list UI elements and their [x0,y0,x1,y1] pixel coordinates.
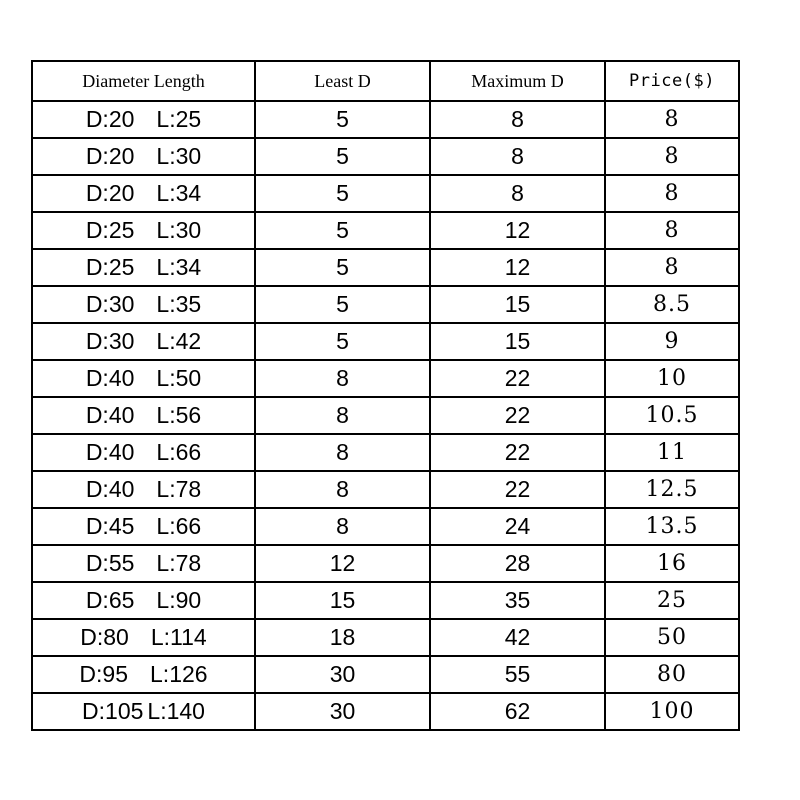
length-value: L:50 [156,365,202,391]
cell-diameter-length [32,175,255,212]
cell-diameter-length [32,656,255,693]
length-value: L:78 [156,550,202,576]
table-row [32,397,739,434]
length-value: L:30 [156,217,202,243]
diameter-value: D:45 [85,513,135,539]
length-value: L:56 [156,402,202,428]
cell-price: 8.5 [605,286,739,323]
diameter-value: D:95 [79,661,129,687]
cell-least-d: 8 [255,508,430,545]
header-price: Price($) [605,61,739,101]
cell-diameter-length [32,323,255,360]
diameter-value: D:25 [85,254,135,280]
cell-diameter-length [32,471,255,508]
cell-maximum-d: 55 [430,656,605,693]
cell-price: 8 [605,138,739,175]
cell-price: 12.5 [605,471,739,508]
length-value: L:126 [150,661,208,687]
cell-maximum-d: 22 [430,360,605,397]
length-value: L:90 [156,587,202,613]
cell-diameter-length [32,138,255,175]
diameter-value: D:105 [82,698,144,724]
cell-price: 10.5 [605,397,739,434]
header-least-d: Least D [255,61,430,101]
cell-price: 9 [605,323,739,360]
diameter-value: D:40 [85,402,135,428]
cell-maximum-d: 15 [430,286,605,323]
table-row [32,286,739,323]
table-row [32,323,739,360]
table-row [32,508,739,545]
diameter-value: D:80 [80,624,129,650]
cell-maximum-d: 62 [430,693,605,730]
table-row [32,582,739,619]
cell-maximum-d: 22 [430,471,605,508]
cell-diameter-length [32,397,255,434]
diameter-value: D:20 [85,106,135,132]
cell-maximum-d: 8 [430,101,605,138]
diameter-value: D:25 [85,217,135,243]
cell-diameter-length [32,619,255,656]
cell-price: 13.5 [605,508,739,545]
table-row [32,175,739,212]
diameter-value: D:20 [85,180,135,206]
cell-diameter-length [32,360,255,397]
length-value: L:42 [156,328,202,354]
diameter-value: D:65 [85,587,135,613]
diameter-value: D:40 [85,439,135,465]
length-value: L:66 [156,439,202,465]
table-row [32,656,739,693]
diameter-value: D:30 [85,328,135,354]
cell-least-d: 8 [255,471,430,508]
header-row [32,61,739,101]
cell-diameter-length [32,693,255,730]
cell-price: 8 [605,249,739,286]
cell-maximum-d: 12 [430,212,605,249]
cell-maximum-d: 22 [430,434,605,471]
diameter-value: D:40 [85,365,135,391]
cell-maximum-d: 8 [430,175,605,212]
cell-price: 8 [605,175,739,212]
header-diameter-length: Diameter Length [32,61,255,101]
length-value: L:66 [156,513,202,539]
table-row [32,138,739,175]
cell-maximum-d: 24 [430,508,605,545]
cell-price: 16 [605,545,739,582]
cell-diameter-length [32,508,255,545]
cell-diameter-length [32,582,255,619]
cell-maximum-d: 28 [430,545,605,582]
cell-price: 25 [605,582,739,619]
diameter-value: D:40 [85,476,135,502]
length-value: L:35 [156,291,202,317]
cell-price: 8 [605,212,739,249]
diameter-value: D:30 [85,291,135,317]
cell-least-d: 8 [255,434,430,471]
length-value: L:25 [156,106,202,132]
cell-diameter-length [32,249,255,286]
length-value: L:34 [156,180,202,206]
cell-maximum-d: 8 [430,138,605,175]
cell-least-d: 8 [255,360,430,397]
cell-least-d: 5 [255,175,430,212]
cell-least-d: 15 [255,582,430,619]
cell-least-d: 30 [255,656,430,693]
table-row [32,545,739,582]
table-row [32,249,739,286]
cell-price: 50 [605,619,739,656]
table-row [32,471,739,508]
cell-price: 11 [605,434,739,471]
cell-least-d: 5 [255,249,430,286]
cell-price: 100 [605,693,739,730]
cell-maximum-d: 15 [430,323,605,360]
cell-price: 10 [605,360,739,397]
cell-diameter-length [32,101,255,138]
table-row [32,212,739,249]
cell-least-d: 5 [255,323,430,360]
size-price-table [31,60,740,731]
cell-least-d: 8 [255,397,430,434]
cell-diameter-length [32,286,255,323]
table-row [32,434,739,471]
length-value: L:114 [150,624,207,650]
cell-maximum-d: 42 [430,619,605,656]
table-row [32,693,739,730]
cell-least-d: 5 [255,138,430,175]
length-value: L:140 [147,698,205,724]
cell-least-d: 5 [255,212,430,249]
cell-maximum-d: 35 [430,582,605,619]
cell-diameter-length [32,212,255,249]
cell-least-d: 30 [255,693,430,730]
cell-maximum-d: 22 [430,397,605,434]
cell-least-d: 5 [255,286,430,323]
header-maximum-d: Maximum D [430,61,605,101]
length-value: L:34 [156,254,202,280]
table-row [32,101,739,138]
cell-least-d: 18 [255,619,430,656]
cell-maximum-d: 12 [430,249,605,286]
length-value: L:78 [156,476,202,502]
cell-price: 8 [605,101,739,138]
cell-least-d: 12 [255,545,430,582]
table-body [32,101,739,730]
length-value: L:30 [156,143,202,169]
cell-diameter-length [32,434,255,471]
cell-price: 80 [605,656,739,693]
table-row [32,360,739,397]
diameter-value: D:55 [85,550,135,576]
table-row [32,619,739,656]
diameter-value: D:20 [85,143,135,169]
cell-diameter-length [32,545,255,582]
cell-least-d: 5 [255,101,430,138]
